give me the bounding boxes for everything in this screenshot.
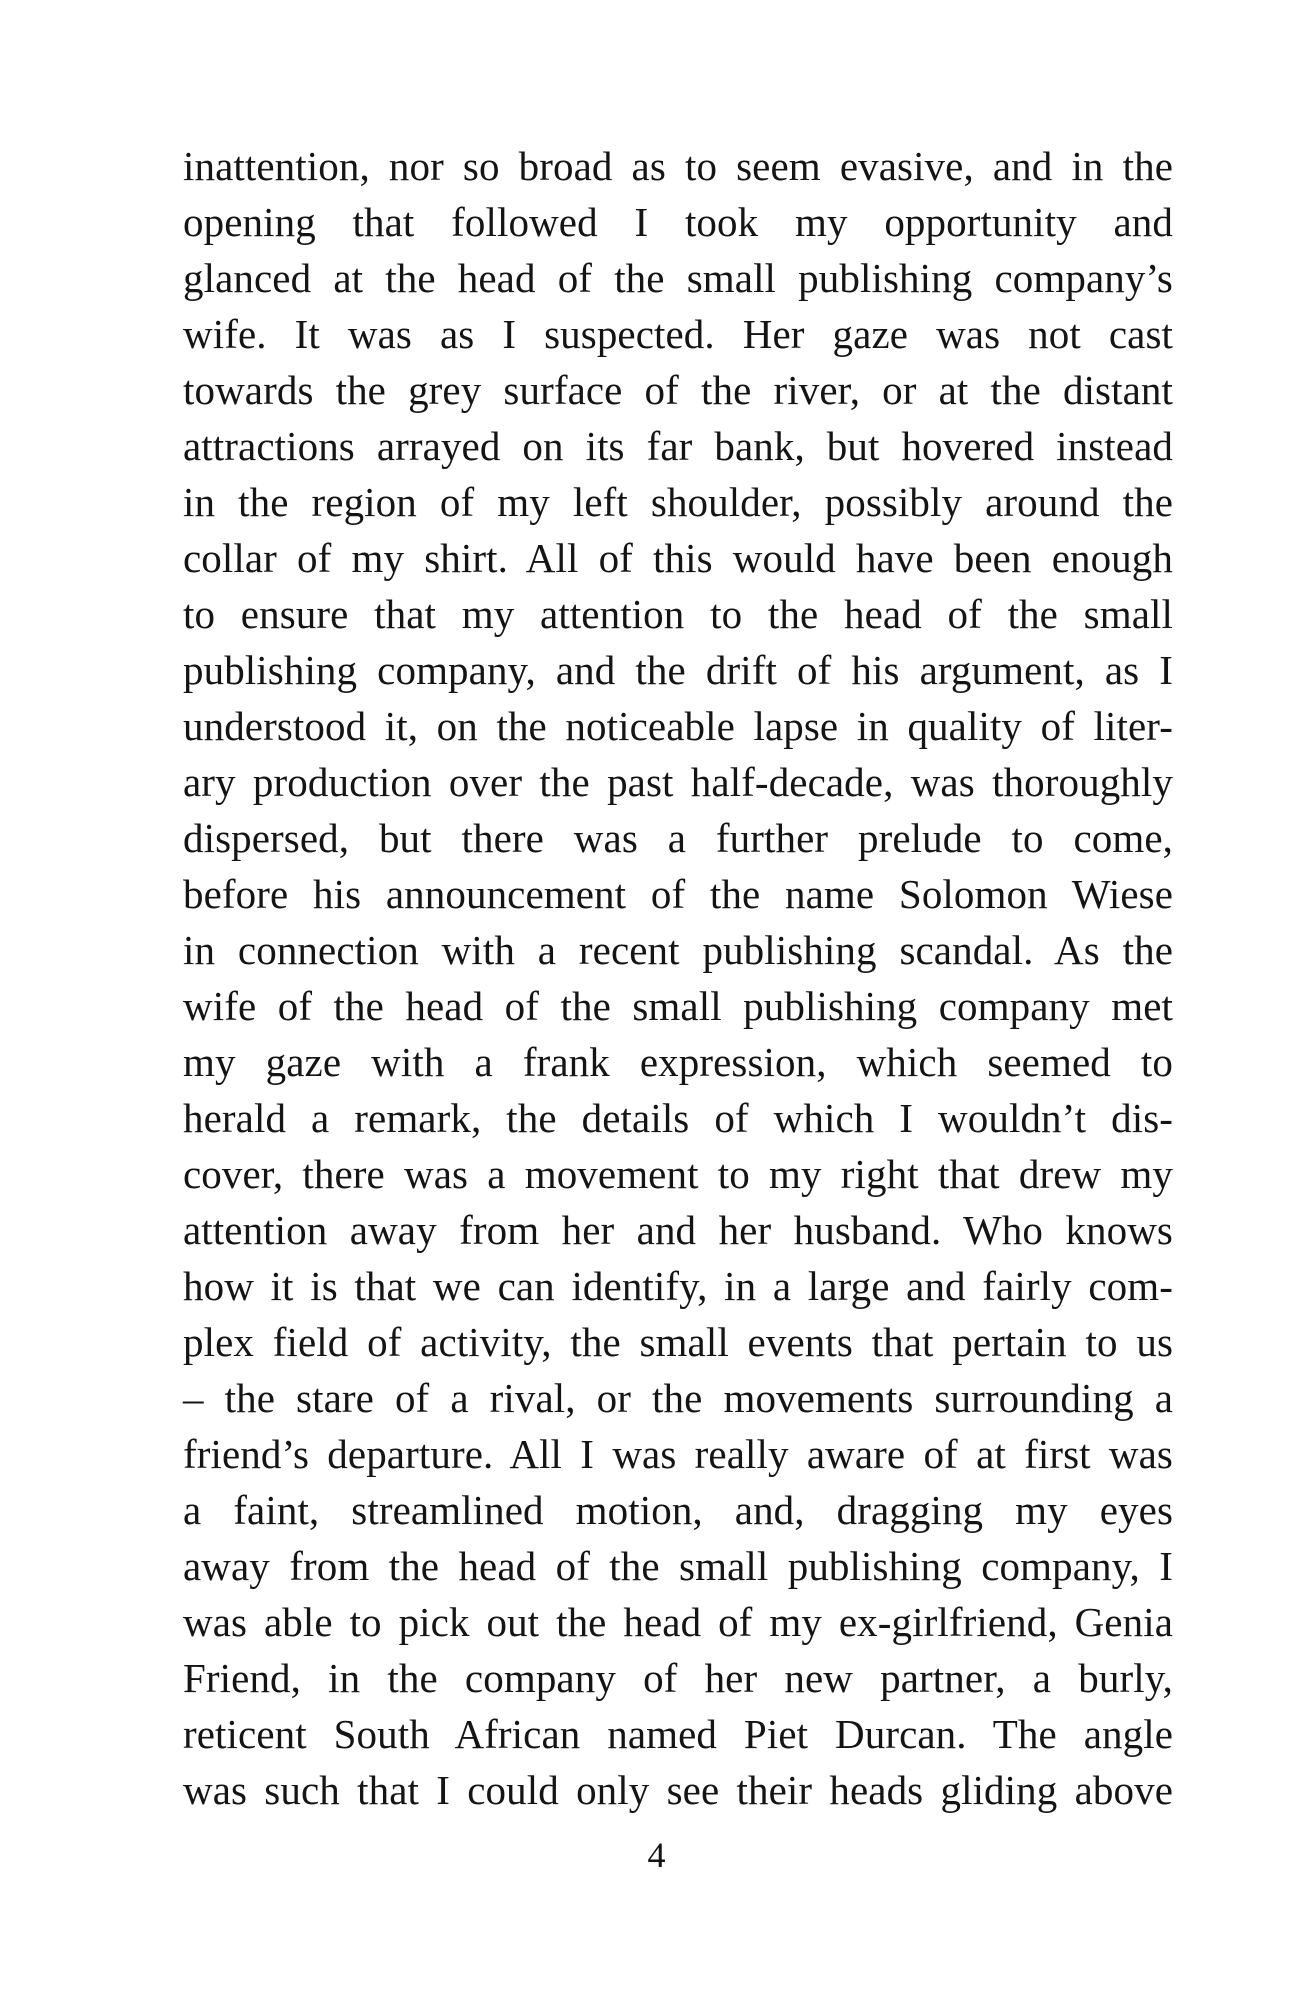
text-line: away from the head of the small publishing company, I — [183, 1543, 1173, 1589]
text-line: ary production over the past half-decade, was thoroughly — [183, 759, 1173, 805]
text-line: reticent South African named Piet Durcan. The angle — [183, 1711, 1173, 1757]
text-line: attention away from her and her husband. Who knows — [183, 1207, 1173, 1253]
text-line: plex field of activity, the small events that pertain to us — [183, 1319, 1173, 1365]
text-line: cover, there was a movement to my right that drew my — [183, 1151, 1173, 1197]
text-line: how it is that we can identify, in a large and fairly com- — [183, 1263, 1173, 1309]
text-line: – the stare of a rival, or the movements surrounding a — [183, 1375, 1173, 1421]
text-line: herald a remark, the details of which I wouldn’t dis- — [183, 1095, 1173, 1141]
text-line: to ensure that my attention to the head of the small — [183, 591, 1173, 637]
text-line: in connection with a recent publishing scandal. As the — [183, 927, 1173, 973]
text-line: my gaze with a frank expression, which seemed to — [183, 1039, 1173, 1085]
text-line: glanced at the head of the small publishing company’s — [183, 255, 1173, 301]
text-line: wife of the head of the small publishing company met — [183, 983, 1173, 1029]
text-line: attractions arrayed on its far bank, but hovered instead — [183, 423, 1173, 469]
text-line: friend’s departure. All I was really aware of at first was — [183, 1431, 1173, 1477]
text-line: was such that I could only see their heads gliding above — [183, 1767, 1173, 1813]
text-line: wife. It was as I suspected. Her gaze was not cast — [183, 311, 1173, 357]
text-line: was able to pick out the head of my ex-girlfriend, Genia — [183, 1599, 1173, 1645]
text-line: publishing company, and the drift of his argument, as I — [183, 647, 1173, 693]
text-line: dispersed, but there was a further prelude to come, — [183, 815, 1173, 861]
text-line: before his announcement of the name Solomon Wiese — [183, 871, 1173, 917]
text-line: inattention, nor so broad as to seem evasive, and in the — [183, 143, 1173, 189]
body-text — [183, 138, 1173, 1818]
text-line: understood it, on the noticeable lapse in quality of liter- — [183, 703, 1173, 749]
text-line: collar of my shirt. All of this would have been enough — [183, 535, 1173, 581]
text-line: in the region of my left shoulder, possibly around the — [183, 479, 1173, 525]
text-line: opening that followed I took my opportunity and — [183, 199, 1173, 245]
text-line: Friend, in the company of her new partner, a burly, — [183, 1655, 1173, 1701]
text-line: towards the grey surface of the river, or at the distant — [183, 367, 1173, 413]
page-number: 4 — [647, 1835, 666, 1875]
text-line: a faint, streamlined motion, and, dragging my eyes — [183, 1487, 1173, 1533]
